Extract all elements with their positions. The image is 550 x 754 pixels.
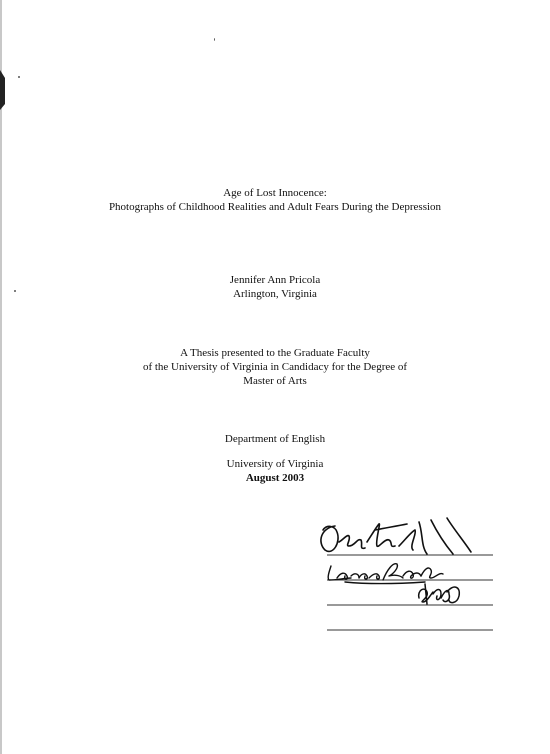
institution-block: [0, 457, 550, 485]
university-name: University of Virginia: [226, 458, 324, 470]
department-name: Department of English: [224, 433, 326, 445]
scan-speck: [214, 38, 215, 41]
signature-1: [321, 518, 471, 554]
department-block: [0, 432, 550, 446]
submission-date: August 2003: [245, 472, 305, 484]
title-line-1: Age of Lost Innocence:: [223, 187, 327, 199]
statement-line-3: Master of Arts: [243, 375, 307, 387]
scan-speck: [18, 76, 20, 78]
signature-block: [315, 512, 505, 642]
statement-line-2: of the University of Virginia in Candidacy for the Degree of: [142, 361, 408, 373]
author-name: Jennifer Ann Pricola: [229, 274, 321, 286]
signature-2: [328, 564, 443, 584]
title-line-2: Photographs of Childhood Realities and Adult Fears During the Depression: [108, 201, 442, 213]
signature-initials: [419, 584, 460, 604]
author-location: Arlington, Virginia: [233, 288, 317, 300]
author-block: [0, 273, 550, 301]
thesis-title: [0, 186, 550, 214]
statement-line-1: A Thesis presented to the Graduate Faculty: [180, 347, 370, 359]
degree-statement: [0, 346, 550, 388]
